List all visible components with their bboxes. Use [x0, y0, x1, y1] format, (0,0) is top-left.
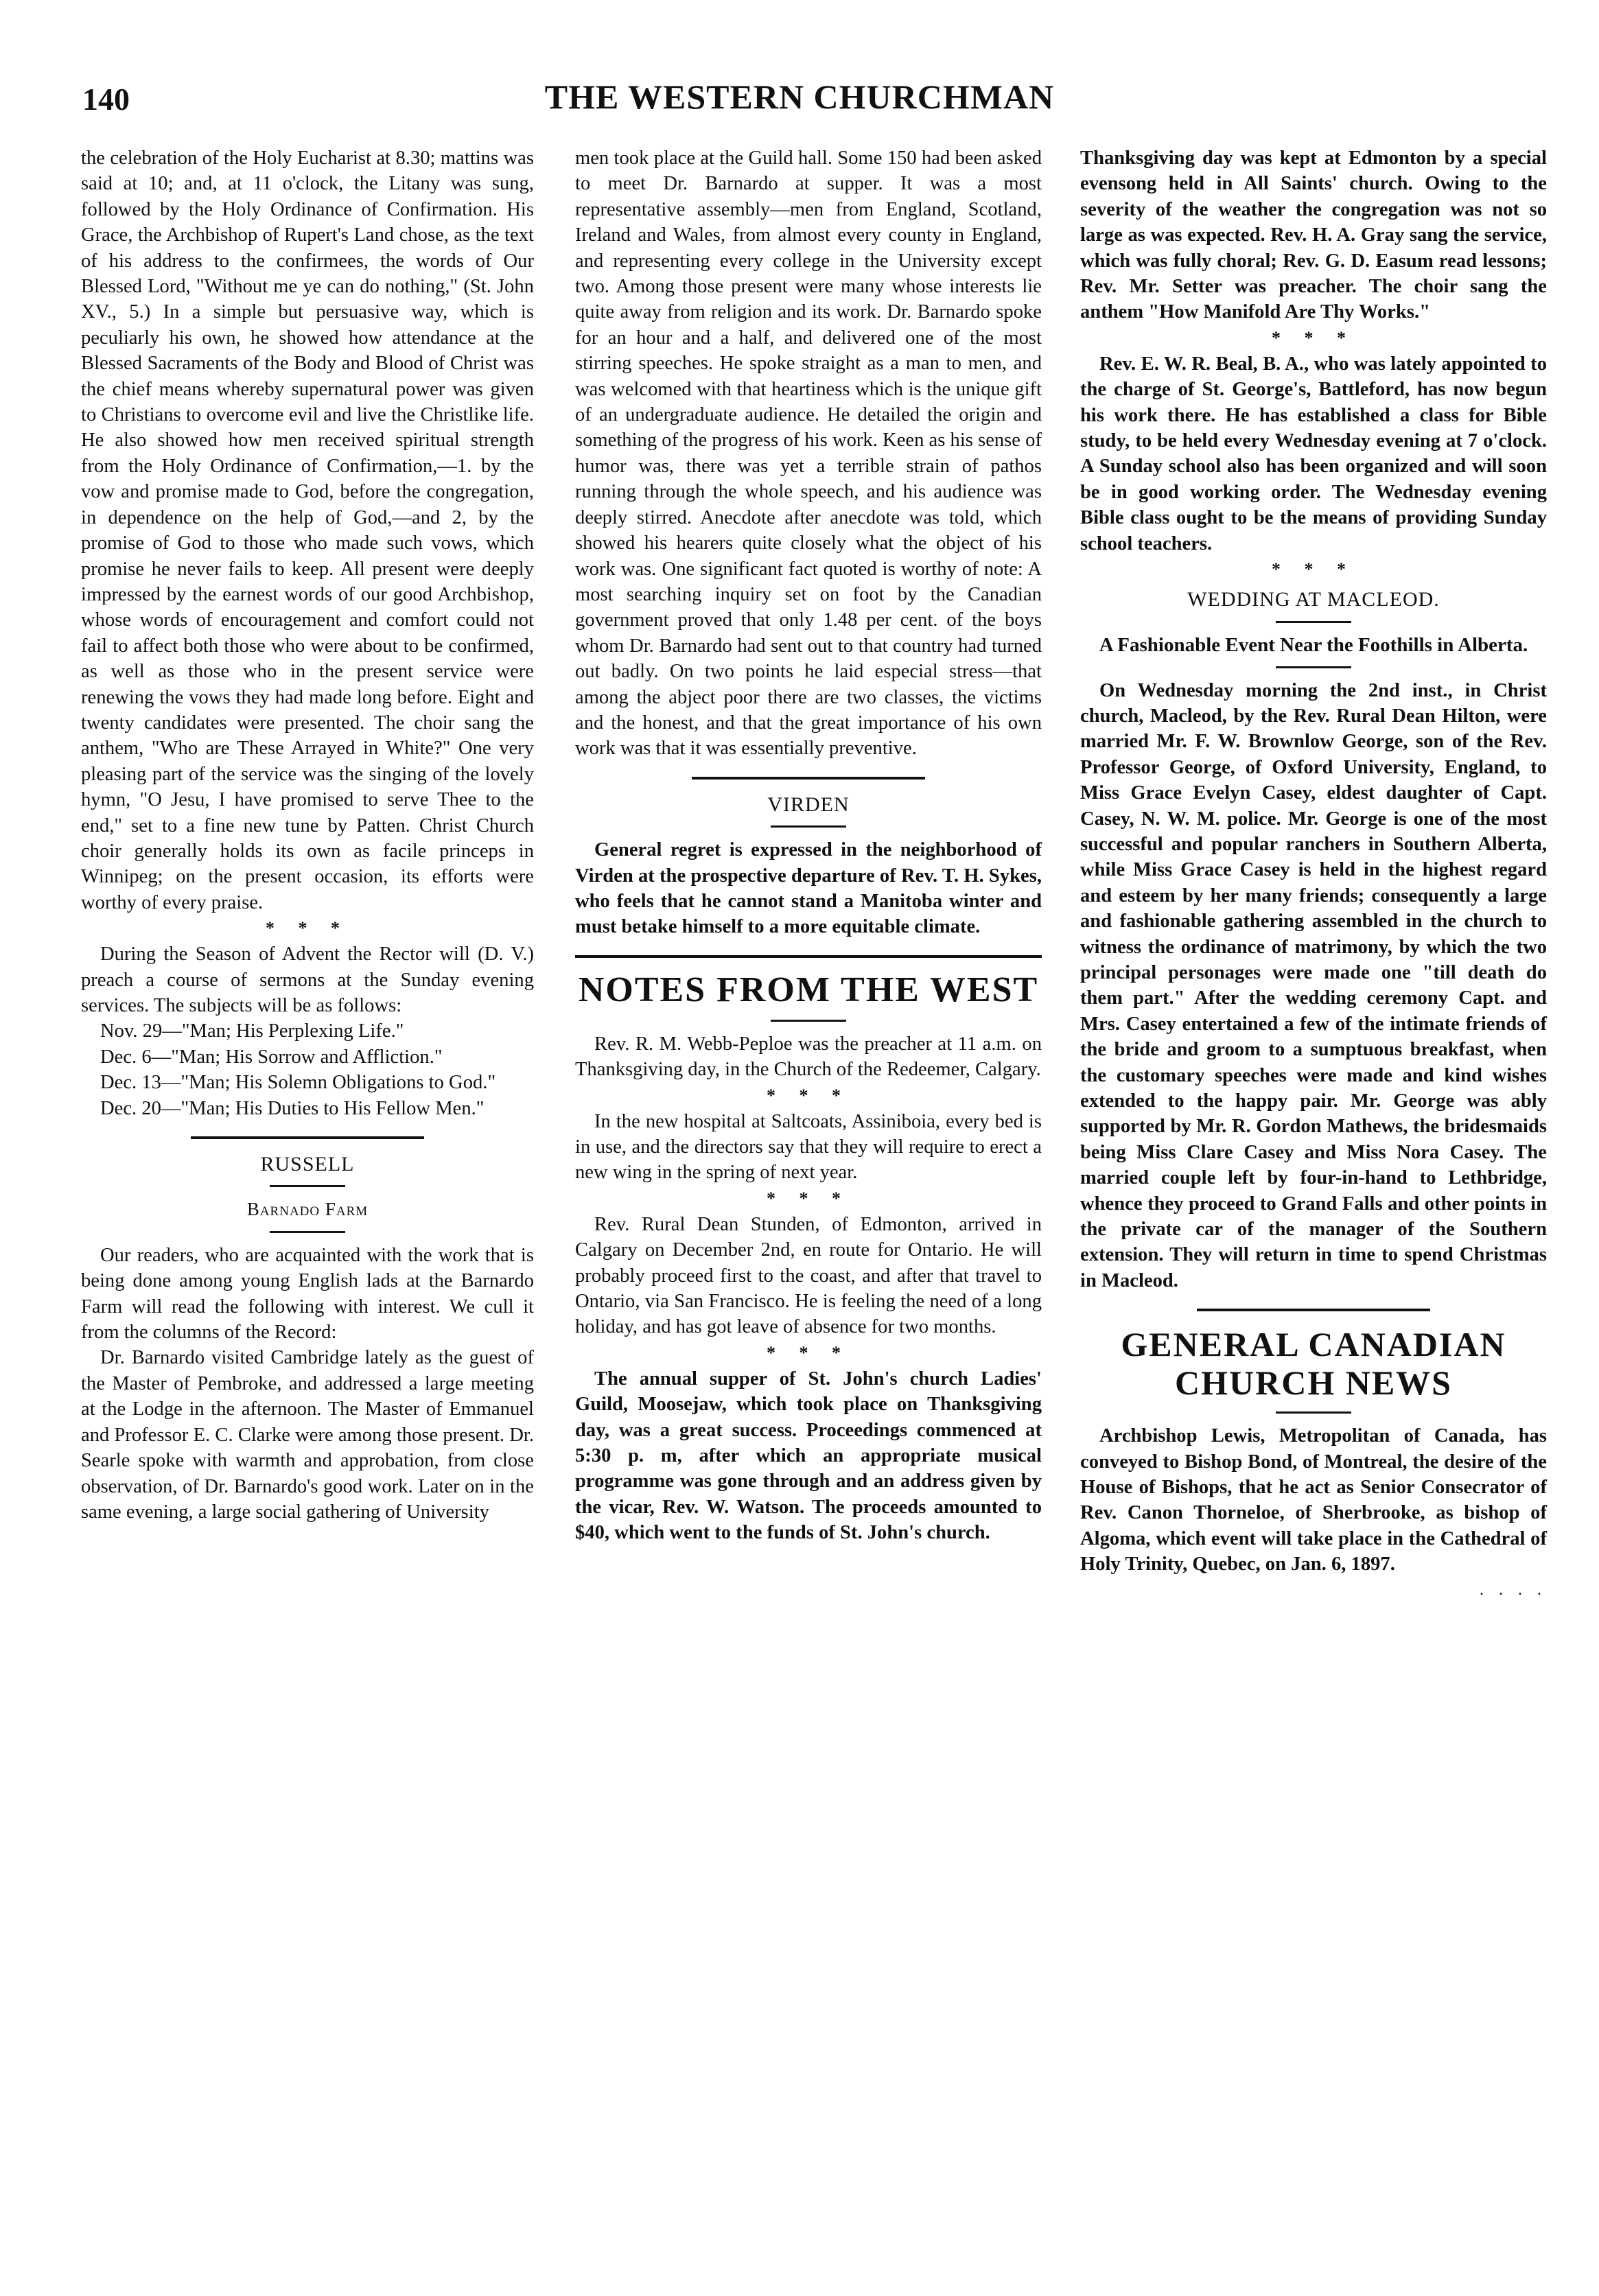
column-3	[1080, 145, 1547, 1603]
article-text: men took place at the Guild hall. Some 150 had been asked to meet Dr. Barnardo at supper. It was a most representative assembly—men from England, Scotland, Ireland and Wales, from almost every county in England, and representing every college in the University except two. Among those present were many whose interests lie quite away from religion and its work. Dr. Barnardo spoke for an hour and a half, and delivered one of the most stirring speeches. He spoke straight as a man to men, and was welcomed with that heartiness which is the unique gift of an undergraduate audience. He detailed the origin and something of the progress of his work. Keen as his sense of humor was, there was yet a terrible strain of pathos running through the whole speech, and his audience was deeply stirred. Anecdote after anecdote was told, which showed his hearers quite closely what the object of his work was. One significant fact quoted is worthy of note: A most searching inquiry set on foot by the Canadian government proved that only 1.48 per cent. of the boys whom Dr. Barnardo had sent out to that country had turned out badly. On two points he laid especial stress—that among the abject poor there are two classes, the victims and the honest, and that the great importance of his own work was that it was essentially preventive.	[575, 148, 1042, 760]
divider-rule	[1276, 621, 1351, 623]
article-text: Rev. Rural Dean Stunden, of Edmonton, arrived in Calgary on December 2nd, en route for Ontario. He will probably proceed first to the coast, and after that travel to Ontario, via San Francisco. He is feeling the need of a long holiday, and has got leave of absence for two months.	[575, 1213, 1042, 1338]
divider-rule	[1276, 1411, 1351, 1414]
article-text: In the new hospital at Saltcoats, Assiniboia, every bed is in use, and the directors say that they will require to erect a new wing in the spring of next year.	[575, 1110, 1042, 1184]
section-separator: * * *	[266, 918, 349, 939]
article-text: Dr. Barnardo visited Cambridge lately as the guest of the Master of Pembroke, and addressed a large meeting at the Lodge in the afternoon. The Master of Emmanuel and Professor E. C. Clarke were among those present. Dr. Searle spoke with warmth and approbation, from close observation, of Dr. Barnardo's good work. Later on in the same evening, a large social gathering of University	[81, 1347, 534, 1523]
divider-rule	[575, 955, 1042, 958]
article-text: Rev. R. M. Webb-Peploe was the preacher at 11 a.m. on Thanksgiving day, in the Church of the Redeemer, Calgary.	[575, 1033, 1042, 1081]
divider-rule	[692, 777, 925, 780]
section-separator: * * *	[1272, 327, 1355, 348]
divider-rule	[270, 1231, 345, 1233]
notes-from-the-west-heading: NOTES FROM THE WEST	[578, 970, 1039, 1009]
general-heading-line-1: GENERAL CANADIAN	[1121, 1325, 1506, 1364]
article-text: Archbishop Lewis, Metropolitan of Canada, has conveyed to Bishop Bond, of Montreal, the desire of the House of Bishops, that he act as Senior Consecrator of Rev. Canon Thorneloe, of Sherbrooke, as bishop of Algoma, which event will take place in the Cathedral of Holy Trinity, Quebec, on Jan. 6, 1897.	[1080, 1425, 1547, 1575]
article-text: the celebration of the Holy Eucharist at 8.30; mattins was said at 10; and, at 11 o'clock, the Litany was sung, followed by the Holy Ordinance of Confirmation. His Grace, the Archbishop of Rupert's Land chose, as the text of his address to the confirmees, the words of Our Blessed Lord, "Without me ye can do nothing," (St. John XV., 5.) In a simple but persuasive way, which is peculiarly his own, he showed how attendance at the Blessed Sacraments of the Body and Blood of Christ was the chief means whereby supernatural power was given to Christians to overcome evil and live the Christlike life. He also showed how men received spiritual strength from the Holy Ordinance of Confirmation,—1. by the vow and promise made to God, before the congregation, in dependence on the help of God,—and 2, by the promise of God to those who made such vows, which promise he never fails to keep. All present were deeply impressed by the earnest words of our good Archbishop, whose words of encouragement and comfort could not fail to affect both those who were about to be confirmed, as well as those who in the present service were renewing the vows they had made long before. Eight and twenty candidates were presented. The choir sang the anthem, "Who are These Arrayed in White?" One very pleasing part of the service was the singing of the lovely hymn, "O Jesu, I have promised to serve Thee to the end," set to a fine new tune by Patten. Christ Church choir generally holds its own as facile princeps in Winnipeg; on the present occasion, its efforts were worthy of every praise.	[81, 148, 534, 913]
sermon-item: Dec. 20—"Man; His Duties to His Fellow Men."	[100, 1097, 485, 1119]
divider-rule	[270, 1185, 345, 1187]
trailing-dots: . . . .	[1480, 1580, 1547, 1599]
sermon-item: Dec. 13—"Man; His Solemn Obligations to God."	[100, 1072, 496, 1094]
sermon-item: Dec. 6—"Man; His Sorrow and Affliction."	[100, 1046, 443, 1068]
divider-rule	[1276, 666, 1351, 668]
page-number: 140	[82, 82, 130, 117]
sermon-item: Nov. 29—"Man; His Perplexing Life."	[100, 1020, 404, 1042]
divider-rule	[771, 1020, 846, 1022]
russell-heading: RUSSELL	[260, 1153, 355, 1176]
column-2	[575, 145, 1042, 1546]
general-heading-line-2: CHURCH NEWS	[1175, 1363, 1452, 1403]
article-text: On Wednesday morning the 2nd inst., in Christ church, Macleod, by the Rev. Rural Dean Hilton, were married Mr. F. W. Brownlow George, son of the Rev. Professor George, of Oxford University, England, to Miss Grace Evelyn Casey, eldest daughter of Capt. Casey, N. W. M. police. Mr. George is one of the most successful and popular ranchers in Southern Alberta, while Miss Grace Casey is held in the highest regard and esteem by her many friends; consequently a large and fashionable gathering assembled in the church to witness the ordinance of matrimony, by which the two principal personages were made one "till death do them part." After the wedding ceremony Capt. and Mrs. Casey entertained a few of the intimate friends of the bride and groom to a sumptuous breakfast, when the customary speeches were made and kind wishes extended to the happy pair. Mr. George was ably supported by Mr. R. Gordon Mathews, the bridesmaids being Miss Clare Casey and Miss Nora Casey. The married couple left by four-in-hand to Lethbridge, whence they proceed to Grand Falls and other points in the private car of the manager of the Southern extension. They will return in time to spend Christmas in Macleod.	[1080, 679, 1547, 1291]
article-text: General regret is expressed in the neighborhood of Virden at the prospective departure of Rev. T. H. Sykes, who feels that he cannot stand a Manitoba winter and must betake himself to a more equitable climate.	[575, 839, 1042, 938]
general-canadian-heading	[1080, 1325, 1547, 1402]
page-header	[0, 0, 1599, 137]
divider-rule	[771, 825, 846, 828]
article-text: Our readers, who are acquainted with the work that is being done among young English lads at the Barnardo Farm will read the following with interest. We cull it from the columns of the Record:	[81, 1244, 534, 1344]
barnado-farm-heading: Barnado Farm	[246, 1199, 369, 1220]
masthead-title: THE WESTERN CHURCHMAN	[544, 78, 1055, 116]
section-separator: * * *	[1272, 559, 1355, 580]
section-separator: * * *	[767, 1085, 850, 1105]
divider-rule	[1197, 1309, 1430, 1311]
article-text: Rev. E. W. R. Beal, B. A., who was lately appointed to the charge of St. George's, Battleford, has now begun his work there. He has established a class for Bible study, to be held every Wednesday evening at 7 o'clock. A Sunday school also has been organized and will soon be in good working order. The Wednesday evening Bible class ought to be the means of providing Sunday school teachers.	[1080, 353, 1547, 554]
column-1	[81, 145, 534, 1525]
article-text: During the Season of Advent the Rector will (D. V.) preach a course of sermons at the Sunday evening services. The subjects will be as follows:	[81, 944, 534, 1016]
article-text: Thanksgiving day was kept at Edmonton by a special evensong held in All Saints' church. Owing to the severity of the weather the congregation was not so large as was expected. Rev. H. A. Gray sang the service, which was fully choral; Rev. G. D. Easum read lessons; Rev. Mr. Setter was preacher. The choir sang the anthem "How Manifold Are Thy Works."	[1080, 148, 1547, 323]
divider-rule	[191, 1136, 424, 1139]
wedding-subheading: A Fashionable Event Near the Foothills in Alberta.	[1099, 633, 1528, 656]
section-separator: * * *	[767, 1342, 850, 1363]
section-separator: * * *	[767, 1188, 850, 1208]
virden-heading: VIRDEN	[767, 793, 850, 816]
wedding-heading: WEDDING AT MACLEOD.	[1187, 588, 1440, 611]
article-text: The annual supper of St. John's church Ladies' Guild, Moosejaw, which took place on Thanksgiving day, was a great success. Proceedings commenced at 5:30 p. m, after which an appropriate musical programme was gone through and an address given by the vicar, Rev. W. Watson. The proceeds amounted to $40, which went to the funds of St. John's church.	[575, 1368, 1042, 1544]
